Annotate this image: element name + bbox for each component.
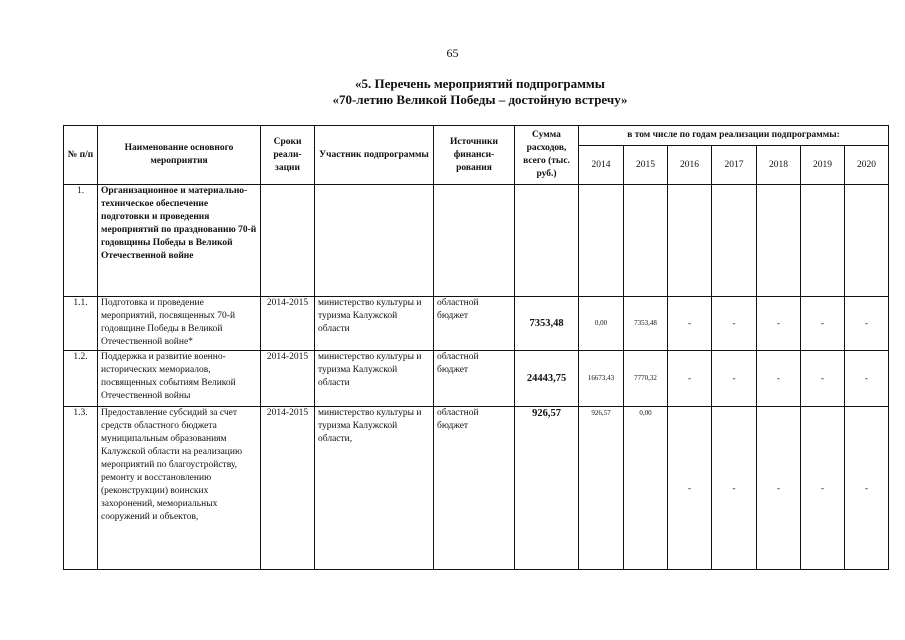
row-year-value: - (668, 351, 712, 407)
header-year: 2019 (801, 146, 845, 185)
title-line-1: «5. Перечень мероприятий подпрограммы (355, 76, 605, 91)
row-year-value: - (712, 407, 757, 570)
row-participant: министерство культуры и туризма Калужской области, (315, 407, 434, 570)
row-year-value: - (801, 407, 845, 570)
row-num: 1.1. (64, 297, 98, 351)
row-year-value: - (757, 407, 801, 570)
row-period: 2014-2015 (261, 407, 315, 570)
row-name: Предоставление субсидий за счет средств областного бюджета муниципальным образованиям Калужской области на реализацию мероприятий по благоустройству, ремонту и восстановлению (реконструкции) воинских захоронений, мемориальных сооружений и объектов, (98, 407, 261, 570)
page-number: 65 (446, 46, 459, 60)
empty-cell (668, 185, 712, 297)
table-row (64, 407, 889, 570)
header-period: Сроки реали-зации (261, 126, 315, 185)
row-num: 1.3. (64, 407, 98, 570)
row-year-value: 0,00 (624, 407, 668, 570)
row-year-value: - (668, 297, 712, 351)
row-num: 1.2. (64, 351, 98, 407)
row-year-value: - (712, 297, 757, 351)
row-participant: министерство культуры и туризма Калужской области (315, 297, 434, 351)
row-participant: министерство культуры и туризма Калужской области (315, 351, 434, 407)
header-num: № п/п (64, 126, 98, 185)
empty-cell (801, 185, 845, 297)
empty-cell (845, 185, 889, 297)
row-year-value: - (845, 351, 889, 407)
empty-cell (434, 185, 515, 297)
activities-table (63, 125, 889, 570)
table-row (64, 351, 889, 407)
row-name: Подготовка и проведение мероприятий, посвященных 70-й годовщине Победы в Великой Отечественной войне* (98, 297, 261, 351)
header-name: Наименование основного мероприятия (98, 126, 261, 185)
empty-cell (261, 185, 315, 297)
empty-cell (757, 185, 801, 297)
row-name: Поддержка и развитие военно-исторических мемориалов, посвященных событиям Великой Отечественной войны (98, 351, 261, 407)
row-year-value: - (712, 351, 757, 407)
row-source: областной бюджет (434, 297, 515, 351)
table-row (64, 185, 889, 297)
row-sum: 24443,75 (515, 351, 579, 407)
row-year-value: 7353,48 (624, 297, 668, 351)
row-year-value: - (757, 297, 801, 351)
row-sum: 7353,48 (515, 297, 579, 351)
row-year-value: - (801, 351, 845, 407)
empty-cell (624, 185, 668, 297)
empty-cell (315, 185, 434, 297)
title-line-2: «70-летию Великой Победы – достойную встречу» (332, 92, 628, 107)
row-num: 1. (64, 185, 98, 297)
row-year-value: 7770,32 (624, 351, 668, 407)
empty-cell (515, 185, 579, 297)
row-period: 2014-2015 (261, 351, 315, 407)
row-year-value: - (801, 297, 845, 351)
row-year-value: 926,57 (579, 407, 624, 570)
row-period: 2014-2015 (261, 297, 315, 351)
empty-cell (579, 185, 624, 297)
row-year-value: - (668, 407, 712, 570)
header-year: 2020 (845, 146, 889, 185)
row-year-value: - (845, 297, 889, 351)
row-sum: 926,57 (515, 407, 579, 570)
empty-cell (712, 185, 757, 297)
header-by-years: в том числе по годам реализации подпрограммы: (579, 126, 889, 146)
header-row-1 (64, 126, 889, 146)
header-year: 2018 (757, 146, 801, 185)
row-source: областной бюджет (434, 407, 515, 570)
header-source: Источники финанси-рования (434, 126, 515, 185)
row-name: Организационное и материально-техническое обеспечение подготовки и проведения мероприятий по празднованию 70-й годовщины Победы в Великой Отечественной войне (98, 185, 261, 297)
header-sum: Сумма расходов, всего (тыс. руб.) (515, 126, 579, 185)
row-year-value: - (845, 407, 889, 570)
table-row (64, 297, 889, 351)
header-year: 2014 (579, 146, 624, 185)
row-year-value: 0,00 (579, 297, 624, 351)
row-year-value: 16673,43 (579, 351, 624, 407)
header-participant: Участник подпрограммы (315, 126, 434, 185)
header-year: 2016 (668, 146, 712, 185)
row-year-value: - (757, 351, 801, 407)
header-year: 2017 (712, 146, 757, 185)
row-source: областной бюджет (434, 351, 515, 407)
document-title (0, 76, 905, 108)
header-year: 2015 (624, 146, 668, 185)
